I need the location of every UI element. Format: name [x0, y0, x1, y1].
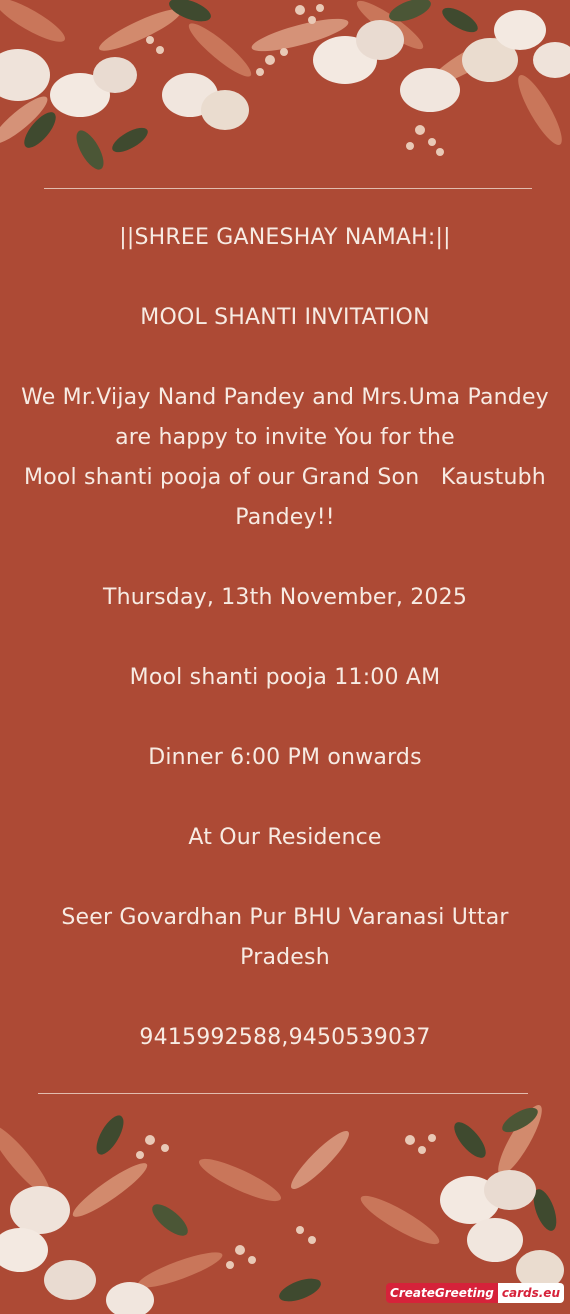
pooja-time: Mool shanti pooja 11:00 AM — [129, 665, 441, 690]
contact-phones: 9415992588,9450539037 — [139, 1025, 431, 1050]
top-divider — [44, 188, 532, 189]
invitation-text — [20, 218, 550, 1058]
venue: At Our Residence — [188, 825, 382, 850]
watermark-part-1: CreateGreeting — [386, 1283, 498, 1303]
watermark-part-2: cards.eu — [498, 1283, 564, 1303]
top-floral-border — [0, 0, 570, 180]
berry-sprigs-bottom — [136, 1134, 436, 1269]
bottom-divider — [38, 1093, 528, 1094]
heading-text: ||SHREE GANESHAY NAMAH:|| — [119, 225, 451, 250]
message-line-3: Mool shanti pooja of our Grand Son Kaustubh — [24, 465, 546, 490]
message-line-1: We Mr.Vijay Nand Pandey and Mrs.Uma Pandey — [21, 385, 549, 410]
event-date: Thursday, 13th November, 2025 — [102, 585, 468, 610]
message-line-4: Pandey!! — [235, 505, 335, 530]
address-line-1: Seer Govardhan Pur BHU Varanasi Uttar — [61, 905, 509, 930]
address-line-2: Pradesh — [240, 945, 330, 970]
white-petals-top — [0, 10, 570, 130]
createGreetingcards-logo[interactable] — [386, 1278, 564, 1308]
invitation-title: MOOL SHANTI INVITATION — [140, 305, 430, 330]
dinner-time: Dinner 6:00 PM onwards — [148, 745, 422, 770]
message-line-2: are happy to invite You for the — [115, 425, 455, 450]
